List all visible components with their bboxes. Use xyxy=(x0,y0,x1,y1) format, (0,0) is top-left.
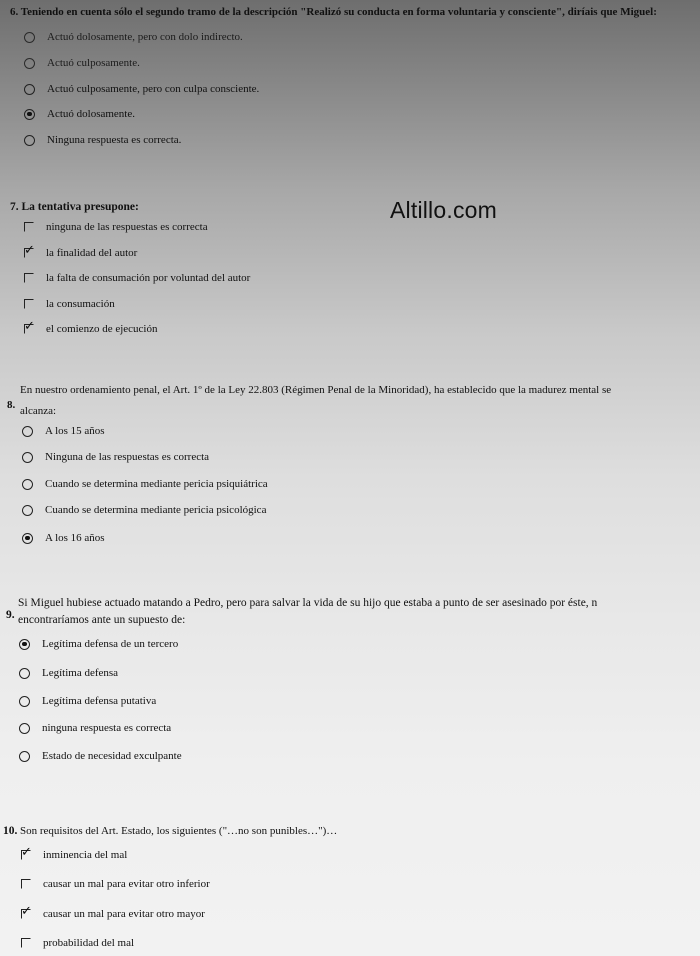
watermark-text: Altillo.com xyxy=(390,197,498,223)
q8-option-5[interactable] xyxy=(22,529,105,547)
radio-button[interactable] xyxy=(24,135,35,146)
q7-option-2[interactable] xyxy=(24,244,137,262)
checkbox-checked[interactable] xyxy=(21,850,31,860)
option-label: la finalidad del autor xyxy=(46,247,138,259)
q9-option-5[interactable] xyxy=(19,747,182,765)
q7-option-5[interactable] xyxy=(24,320,157,338)
q9-option-1[interactable] xyxy=(19,635,178,653)
checkbox[interactable] xyxy=(24,273,34,283)
option-label: inminencia del mal xyxy=(43,849,128,861)
radio-button[interactable] xyxy=(22,505,33,516)
option-label: ninguna respuesta es correcta xyxy=(42,722,172,734)
q9-option-3[interactable] xyxy=(19,692,156,710)
checkbox[interactable] xyxy=(24,222,34,232)
question-9-line-1: Si Miguel hubiese actuado matando a Pedro, pero para salvar la vida de su hijo que estaba a punto de ser asesinado por éste, n xyxy=(18,597,598,609)
radio-button[interactable] xyxy=(22,479,33,490)
question-9-number: 9. xyxy=(6,609,15,621)
q7-option-3[interactable] xyxy=(24,269,250,287)
option-label: Actuó culposamente. xyxy=(47,57,140,69)
radio-button-selected[interactable] xyxy=(24,109,35,120)
q6-option-5[interactable] xyxy=(24,131,181,149)
option-label: causar un mal para evitar otro mayor xyxy=(43,908,205,920)
checkbox[interactable] xyxy=(24,299,34,309)
radio-button[interactable] xyxy=(22,452,33,463)
question-8-line-1: En nuestro ordenamiento penal, el Art. 1º de la Ley 22.803 (Régimen Penal de la Minoridad), ha establecido que la madurez mental se xyxy=(20,384,612,396)
q10-option-4[interactable] xyxy=(21,934,134,952)
option-label: Legítima defensa xyxy=(42,667,119,679)
option-label: Legítima defensa putativa xyxy=(42,695,157,707)
question-10-text: Son requisitos del Art. Estado, los siguientes ("…no son punibles…")… xyxy=(20,825,338,837)
checkbox-checked[interactable] xyxy=(24,248,34,258)
radio-button[interactable] xyxy=(19,696,30,707)
q9-option-4[interactable] xyxy=(19,719,171,737)
q6-option-2[interactable] xyxy=(24,54,140,72)
q6-option-1[interactable] xyxy=(24,28,243,46)
option-label: A los 15 años xyxy=(45,425,105,437)
radio-button-selected[interactable] xyxy=(19,639,30,650)
q8-option-4[interactable] xyxy=(22,501,266,519)
checkbox-checked[interactable] xyxy=(21,909,31,919)
option-label: Cuando se determina mediante pericia psiquiátrica xyxy=(45,478,268,490)
radio-button[interactable] xyxy=(24,84,35,95)
question-10-number: 10. xyxy=(3,825,18,837)
radio-button[interactable] xyxy=(22,426,33,437)
option-label: el comienzo de ejecución xyxy=(46,323,158,335)
radio-button[interactable] xyxy=(19,751,30,762)
radio-button-selected[interactable] xyxy=(22,533,33,544)
option-label: A los 16 años xyxy=(45,532,105,544)
q8-option-3[interactable] xyxy=(22,475,268,493)
q8-option-1[interactable] xyxy=(22,422,105,440)
option-label: causar un mal para evitar otro inferior xyxy=(43,878,210,890)
question-7-text: 7. La tentativa presupone: xyxy=(10,201,139,213)
question-8-number: 8. xyxy=(7,399,16,411)
option-label: Estado de necesidad exculpante xyxy=(42,750,182,762)
checkbox[interactable] xyxy=(21,879,31,889)
q10-option-3[interactable] xyxy=(21,905,205,923)
q8-option-2[interactable] xyxy=(22,448,209,466)
q6-option-3[interactable] xyxy=(24,80,259,98)
q10-option-2[interactable] xyxy=(21,875,210,893)
question-9-line-2: encontraríamos ante un supuesto de: xyxy=(18,614,186,626)
option-label: Ninguna de las respuestas es correcta xyxy=(45,451,210,463)
q7-option-4[interactable] xyxy=(24,295,115,313)
option-label: Actuó dolosamente, pero con dolo indirecto. xyxy=(47,31,243,43)
option-label: Cuando se determina mediante pericia psicológica xyxy=(45,504,267,516)
q6-option-4[interactable] xyxy=(24,105,135,123)
option-label: la consumación xyxy=(46,298,115,310)
option-label: Legítima defensa de un tercero xyxy=(42,638,179,650)
checkbox-checked[interactable] xyxy=(24,324,34,334)
q9-option-2[interactable] xyxy=(19,664,118,682)
checkbox[interactable] xyxy=(21,938,31,948)
option-label: Actuó dolosamente. xyxy=(47,108,135,120)
option-label: Actuó culposamente, pero con culpa consciente. xyxy=(47,83,260,95)
radio-button[interactable] xyxy=(19,668,30,679)
option-label: la falta de consumación por voluntad del autor xyxy=(46,272,251,284)
q7-option-1[interactable] xyxy=(24,218,208,236)
radio-button[interactable] xyxy=(24,58,35,69)
q10-option-1[interactable] xyxy=(21,846,127,864)
radio-button[interactable] xyxy=(24,32,35,43)
option-label: Ninguna respuesta es correcta. xyxy=(47,134,182,146)
option-label: ninguna de las respuestas es correcta xyxy=(46,221,208,233)
option-label: probabilidad del mal xyxy=(43,937,135,949)
question-8-line-2: alcanza: xyxy=(20,405,57,417)
question-6-text: 6. Teniendo en cuenta sólo el segundo tramo de la descripción "Realizó su conducta en forma voluntaria y consciente", diríais que Miguel: xyxy=(10,6,657,18)
radio-button[interactable] xyxy=(19,723,30,734)
